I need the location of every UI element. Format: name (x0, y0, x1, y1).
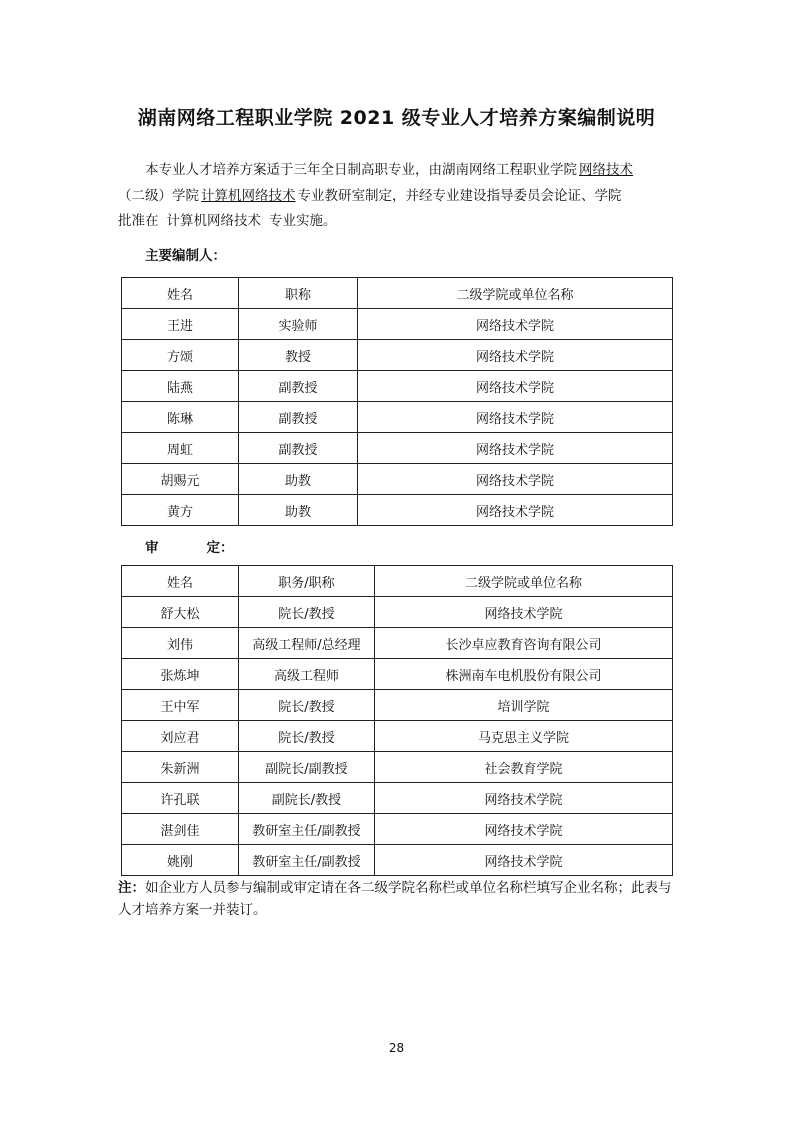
table-row (122, 371, 673, 402)
reviewers-table (121, 565, 673, 876)
editors-label: 主要编制人： (145, 248, 226, 264)
table-cell: 刘伟 (122, 628, 239, 659)
note-text: 如企业方人员参与编制或审定请在各二级学院名称栏或单位名称栏填写企业名称；此表与人才培养方案一并装订。 (118, 880, 672, 918)
table-cell: 舒大松 (122, 597, 239, 628)
intro-text-5: 专业实施。 (269, 213, 337, 229)
table-cell: 培训学院 (375, 690, 673, 721)
table-cell: 湛剑佳 (122, 814, 239, 845)
table-cell: 王进 (122, 309, 239, 340)
table-cell: 网络技术学院 (358, 371, 673, 402)
table-cell: 王中军 (122, 690, 239, 721)
editors-table (121, 277, 673, 526)
table-cell: 张炼坤 (122, 659, 239, 690)
table-header-row (122, 566, 673, 597)
table-cell: 高级工程师 (239, 659, 375, 690)
table-cell: 方颂 (122, 340, 239, 371)
table-header-cell: 姓名 (122, 278, 239, 309)
table-row (122, 783, 673, 814)
table-cell: 陆燕 (122, 371, 239, 402)
intro-text-2: （二级）学院 (118, 187, 199, 204)
table-cell: 网络技术学院 (375, 845, 673, 876)
table-row (122, 752, 673, 783)
table-row (122, 433, 673, 464)
table-header-cell: 姓名 (122, 566, 239, 597)
table-header-cell: 职称 (239, 278, 358, 309)
note-label: 注： (118, 880, 145, 896)
reviewers-label-b: 定： (206, 540, 234, 556)
table-cell: 网络技术学院 (358, 464, 673, 495)
table-cell: 网络技术学院 (358, 433, 673, 464)
table-cell: 陈琳 (122, 402, 239, 433)
table-cell: 株洲南车电机股份有限公司 (375, 659, 673, 690)
table-row (122, 597, 673, 628)
table-cell: 刘应君 (122, 721, 239, 752)
intro-paragraph (118, 158, 674, 235)
table-row (122, 721, 673, 752)
page-number: 28 (388, 1041, 405, 1055)
table-cell: 社会教育学院 (375, 752, 673, 783)
table-cell: 助教 (239, 495, 358, 526)
intro-text-4: 批准在 (118, 213, 159, 229)
table-cell: 朱新洲 (122, 752, 239, 783)
table-cell: 实验师 (239, 309, 358, 340)
table-cell: 副教授 (239, 371, 358, 402)
table-cell: 周虹 (122, 433, 239, 464)
table-cell: 网络技术学院 (375, 597, 673, 628)
table-cell: 教研室主任/副教授 (239, 845, 375, 876)
table-cell: 网络技术学院 (375, 783, 673, 814)
table-row (122, 659, 673, 690)
table-row (122, 628, 673, 659)
table-cell: 网络技术学院 (358, 340, 673, 371)
intro-text-3: 专业教研室制定，并经专业建设指导委员会论证、学院 (297, 187, 622, 204)
major-name: 计算机网络技术 (166, 213, 261, 229)
table-cell: 黄方 (122, 495, 239, 526)
intro-text-1: 本专业人才培养方案适于三年全日制高职专业，由湖南网络工程职业学院 (145, 162, 577, 178)
reviewers-label-a: 审 (145, 540, 159, 556)
table-cell: 副教授 (239, 402, 358, 433)
table-cell: 副院长/副教授 (239, 752, 375, 783)
table-cell: 网络技术学院 (375, 814, 673, 845)
table-cell: 高级工程师/总经理 (239, 628, 375, 659)
table-cell: 长沙卓应教育咨询有限公司 (375, 628, 673, 659)
table-header-row (122, 278, 673, 309)
table-cell: 网络技术学院 (358, 309, 673, 340)
footnote (118, 877, 676, 921)
dept-name-underlined: 计算机网络技术 (201, 187, 296, 204)
table-header-cell: 二级学院或单位名称 (375, 566, 673, 597)
table-cell: 院长/教授 (239, 690, 375, 721)
table-cell: 副院长/教授 (239, 783, 375, 814)
school-name-underlined: 网络技术 (579, 162, 633, 178)
table-cell: 马克思主义学院 (375, 721, 673, 752)
table-cell: 教授 (239, 340, 358, 371)
table-row (122, 495, 673, 526)
table-row (122, 690, 673, 721)
document-title: 湖南网络工程职业学院 2021 级专业人才培养方案编制说明 (137, 107, 656, 129)
table-header-cell: 职务/职称 (239, 566, 375, 597)
table-header-cell: 二级学院或单位名称 (358, 278, 673, 309)
table-row (122, 814, 673, 845)
table-row (122, 464, 673, 495)
reviewers-label (145, 536, 234, 556)
table-row (122, 845, 673, 876)
table-cell: 副教授 (239, 433, 358, 464)
table-cell: 许孔联 (122, 783, 239, 814)
table-cell: 胡赐元 (122, 464, 239, 495)
table-cell: 网络技术学院 (358, 495, 673, 526)
table-cell: 教研室主任/副教授 (239, 814, 375, 845)
table-cell: 姚刚 (122, 845, 239, 876)
table-cell: 助教 (239, 464, 358, 495)
table-cell: 院长/教授 (239, 597, 375, 628)
table-cell: 院长/教授 (239, 721, 375, 752)
table-row (122, 340, 673, 371)
table-row (122, 309, 673, 340)
table-row (122, 402, 673, 433)
table-cell: 网络技术学院 (358, 402, 673, 433)
